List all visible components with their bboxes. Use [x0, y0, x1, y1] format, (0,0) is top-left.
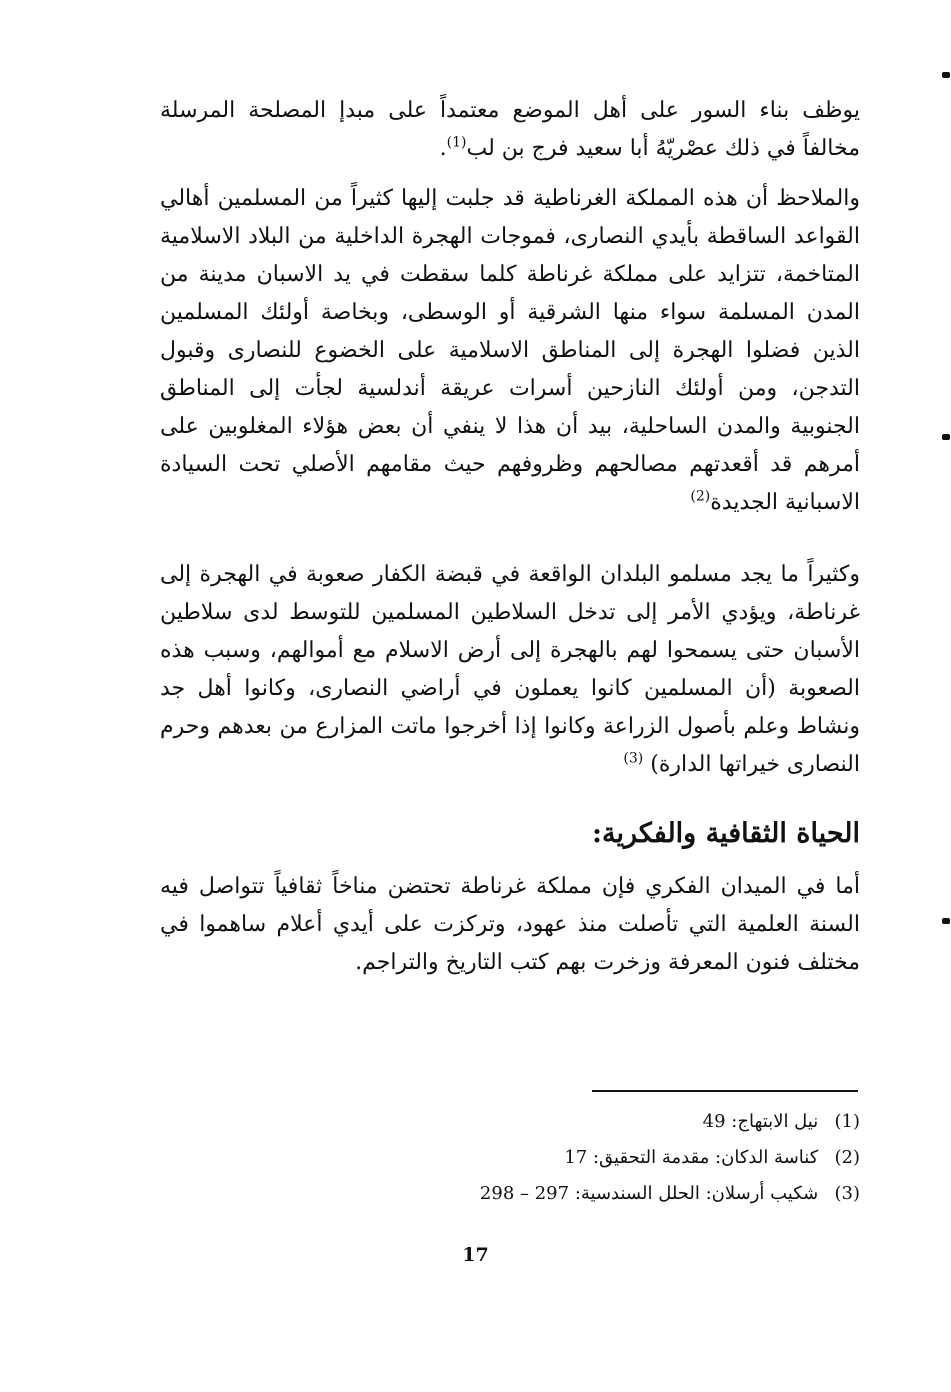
paragraph-1-text: يوظف بناء السور على أهل الموضع معتمداً على مبدإ المصلحة المرسلة مخالفاً في ذلك عصْريّهُ أبا سعيد فرج بن لب	[160, 98, 860, 161]
paragraph-1	[160, 92, 860, 168]
footnote-ref-3: (3)	[623, 750, 644, 767]
footnote-1	[380, 1104, 860, 1140]
section-paragraph: أما في الميدان الفكري فإن مملكة غرناطة تحتضن مناخاً ثقافياً تتواصل فيه السنة العلمية التي تأصلت منذ عهود، وتركزت على أيدي أعلام ساهموا في مختلف فنون المعرفة وزخرت بهم كتب التاريخ والتراجم.	[160, 874, 860, 975]
footnotes	[380, 1104, 860, 1212]
footnote-2	[380, 1140, 860, 1176]
paragraph-3	[160, 556, 860, 784]
footnote-3-number: (3)	[834, 1183, 860, 1204]
footnote-ref-2: (2)	[690, 488, 711, 505]
footnote-divider	[592, 1090, 858, 1092]
scan-mark-middle	[942, 434, 950, 440]
footnote-2-text: كناسة الدكان: مقدمة التحقيق: 17	[564, 1147, 819, 1168]
section-heading: الحياة الثقافية والفكرية:	[592, 818, 860, 849]
footnote-3-text: شكيب أرسلان: الحلل السندسية: 297 – 298	[479, 1183, 819, 1204]
page-body	[160, 92, 860, 982]
footnote-1-text: نيل الابتهاج: 49	[702, 1111, 819, 1132]
paragraph-3-text: وكثيراً ما يجد مسلمو البلدان الواقعة في قبضة الكفار صعوبة في الهجرة إلى غرناطة، ويؤدي الأمر إلى تدخل السلاطين المسلمين للتوسط لدى سلاطين الأسبان حتى يسمحوا لهم بالهجرة إلى أرض الاسلام مع أموالهم، وسبب هذه الصعوبة (أن المسلمين كانوا يعملون في أراضي النصارى، وكانوا أهل جد ونشاط وعلم بأصول الزراعة وكانوا إذا أخرجوا ماتت المزارع من بعدهم وحرم النصارى خيراتها الدارة)	[160, 562, 860, 777]
footnote-ref-1: (1)	[446, 134, 467, 151]
footnote-1-number: (1)	[834, 1111, 860, 1132]
footnote-3	[380, 1176, 860, 1212]
paragraph-2-text: والملاحظ أن هذه المملكة الغرناطية قد جلبت إليها كثيراً من المسلمين أهالي القواعد الساقطة بأيدي النصارى، فموجات الهجرة الداخلية من البلاد الاسلامية المتاخمة، تتزايد على مملكة غرناطة كلما سقطت في يد الاسبان مدينة من المدن المسلمة سواء منها الشرقية أو الوسطى، وبخاصة أولئك المسلمين الذين فضلوا الهجرة إلى المناطق الاسلامية على الخضوع للنصارى وقبول التدجن، ومن أولئك النازحين أسرات عريقة أندلسية لجأت إلى المناطق الجنوبية والمدن الساحلية، بيد أن هذا لا ينفي أن بعض هؤلاء المغلوبين على أمرهم قد أقعدتهم مصالحهم وظروفهم حيث مقامهم الأصلي تحت السيادة الاسبانية الجديدة	[160, 186, 860, 515]
scan-mark-top	[942, 72, 950, 78]
paragraph-2	[160, 180, 860, 522]
page-number: 17	[462, 1244, 489, 1266]
paragraph-1-end: .	[439, 136, 447, 161]
scan-mark-lower	[942, 918, 950, 924]
footnote-2-number: (2)	[834, 1147, 860, 1168]
